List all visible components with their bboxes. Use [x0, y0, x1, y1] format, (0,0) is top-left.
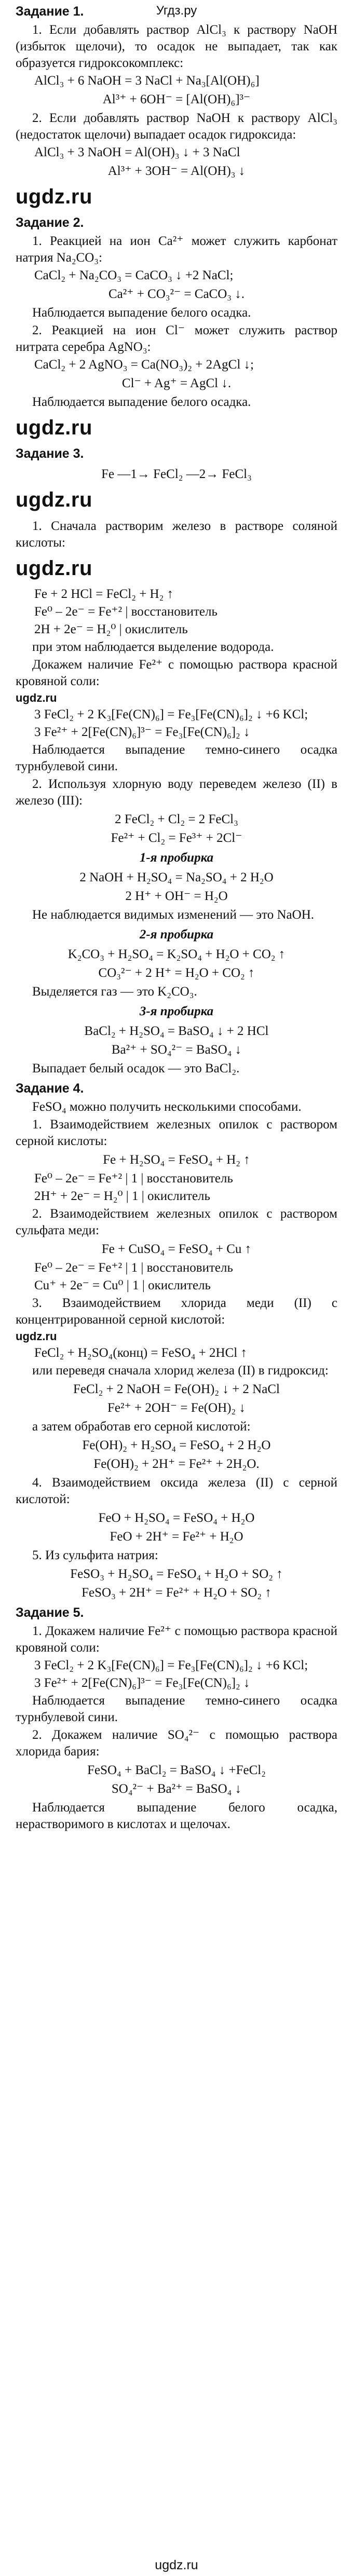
- watermark: ugdz.ru: [16, 488, 92, 512]
- document-body: [16, 0, 337, 1834]
- task-4-redox-line-3: Fe⁰ – 2e⁻ = Fe⁺² | 1 | восстановитель: [34, 1260, 233, 1275]
- task-1-equation-2: Al³⁺ + 6OH⁻ = [Al(OH)₆]³⁻: [102, 92, 251, 106]
- task-3-equation-10: BaCl₂ + H₂SO₄ = BaSO₄ ↓ + 2 HCl: [84, 1024, 269, 1038]
- task-3-observation-2: Не наблюдается видимых изменений — это NaOH.: [32, 907, 315, 922]
- task-2-paragraph-2: 2. Реакцией на ион Cl⁻ может служить раствор нитрата серебра AgNO₃:: [16, 323, 337, 355]
- task-3-equation-2: 3 FeCl₂ + 2 K₃[Fe(CN)₆] = Fe₃[Fe(CN)₆]₂ ↓ +6 KCl;: [34, 707, 308, 721]
- task-3-equation-9: CO₃²⁻ + 2 H⁺ = H₂O + CO₂ ↑: [98, 965, 255, 980]
- task-1-equation-4: Al³⁺ + 3OH⁻ = Al(OH)₃ ↓: [107, 164, 246, 178]
- task-4-equation-8: FeO + H₂SO₄ = FeSO₄ + H₂O: [98, 1511, 255, 1525]
- task-5-observation-1: Наблюдается выпадение темно-синего осадка турнбулевой сини.: [16, 1694, 337, 1725]
- task-3-paragraph-1: 1. Сначала растворим железо в растворе соляной кислоты:: [16, 519, 337, 550]
- task-4-equation-2: Fe + CuSO₄ = FeSO₄ + Cu ↑: [101, 1242, 252, 1256]
- task-3-redox-line-1: Fe⁰ – 2e⁻ = Fe⁺² | восстановитель: [34, 604, 218, 619]
- task-3-equation-7: 2 H⁺ + OH⁻ = H₂O: [125, 889, 228, 903]
- task-4-paragraph-8: 5. Из сульфита натрия:: [32, 1548, 158, 1563]
- task-3-redox-line-2: 2H + 2e⁻ = H₂⁰ | окислитель: [34, 622, 188, 636]
- task-4-paragraph-3: 2. Взаимодействием железных опилок с раствором сульфата меди:: [16, 1206, 337, 1237]
- task-4-paragraph-6: а затем обработав его серной кислотой:: [32, 1420, 251, 1434]
- task-4-equation-10: FeSO₃ + H₂SO₄ = FeSO₄ + H₂O + SO₂ ↑: [70, 1567, 283, 1582]
- task-2-paragraph-1: 1. Реакцией на ион Ca²⁺ может служить карбонат натрия Na₂CO₃:: [16, 234, 337, 265]
- task-5-title: Задание 5.: [16, 1605, 84, 1620]
- task-4-equation-11: FeSO₃ + 2H⁺ = Fe²⁺ + H₂O + SO₂ ↑: [82, 1586, 271, 1600]
- task-4-equation-6: Fe(OH)₂ + H₂SO₄ = FeSO₄ + 2 H₂O: [82, 1438, 271, 1453]
- task-5-observation-2: Наблюдается выпадение белого осадка, нерастворимого в кислотах и щелочах.: [16, 1801, 337, 1832]
- watermark: ugdz.ru: [16, 1329, 57, 1343]
- task-3-equation-5: Fe²⁺ + Cl₂ = Fe³⁺ + 2Cl⁻: [111, 830, 242, 845]
- task-4-redox-line-4: Cu⁺ + 2e⁻ = Cu⁰ | 1 | окислитель: [34, 1278, 211, 1292]
- task-4-paragraph-1: FeSO₄ можно получить несколькими способами.: [32, 1099, 302, 1114]
- task-4-redox-line-2: 2H⁺ + 2e⁻ = H₂⁰ | 1 | окислитель: [34, 1189, 210, 1203]
- task-3-equation-1: Fe + 2 HCl = FeCl₂ + H₂ ↑: [34, 587, 174, 601]
- task-4-equation-7: Fe(OH)₂ + 2H⁺ = Fe²⁺ + 2H₂O.: [93, 1457, 260, 1471]
- task-4-equation-3: FeCl₂ + H₂SO₄(конц) = FeSO₄ + 2HCl ↑: [34, 1346, 247, 1360]
- task-4-equation-9: FeO + 2H⁺ = Fe²⁺ + H₂O: [110, 1530, 243, 1544]
- task-5-paragraph-1: 1. Докажем наличие Fe²⁺ с помощью раствора красной кровяной соли:: [16, 1624, 337, 1655]
- task-5-equation-2: 3 Fe²⁺ + 2[Fe(CN)₆]³⁻ = Fe₃[Fe(CN)₆]₂ ↓: [34, 1676, 250, 1691]
- task-2-observation-1: Наблюдается выпадение белого осадка.: [32, 306, 251, 320]
- task-3-reaction-chain: Fe —1→ FeCl₂ —2→ FeCl₃: [101, 467, 252, 482]
- watermark: ugdz.ru: [16, 416, 92, 440]
- task-2-equation-3: CaCl₂ + 2 AgNO₃ = Ca(NO₃)₂ + 2AgCl ↓;: [34, 358, 254, 372]
- task-3-equation-11: Ba²⁺ + SO₄²⁻ = BaSO₄ ↓: [111, 1042, 242, 1057]
- task-2-equation-1: CaCl₂ + Na₂CO₃ = CaCO₃ ↓ +2 NaCl;: [34, 268, 234, 283]
- task-4-paragraph-7: 4. Взаимодействием оксида железа (II) с серной кислотой:: [16, 1476, 337, 1507]
- task-4-equation-4: FeCl₂ + 2 NaOH = Fe(OH)₂ ↓ + 2 NaCl: [73, 1382, 280, 1397]
- task-2-title: Задание 2.: [16, 215, 84, 230]
- task-2-equation-4: Cl⁻ + Ag⁺ = AgCl ↓.: [121, 376, 232, 391]
- task-2-equation-2: Ca²⁺ + CO₃²⁻ = CaCO₃ ↓.: [108, 287, 245, 302]
- task-5-equation-3: FeSO₄ + BaCl₂ = BaSO₄ ↓ +FeCl₂: [87, 1763, 266, 1778]
- watermark: ugdz.ru: [16, 556, 92, 580]
- task-4-redox-line-1: Fe⁰ – 2e⁻ = Fe⁺² | 1 | восстановитель: [34, 1171, 233, 1185]
- watermark: ugdz.ru: [16, 691, 57, 704]
- test-tube-2-label: 2-я пробирка: [139, 927, 214, 942]
- task-3-equation-8: K₂CO₃ + H₂SO₄ = K₂SO₄ + H₂O + CO₂ ↑: [67, 947, 286, 961]
- task-3-title: Задание 3.: [16, 446, 84, 461]
- task-1-paragraph-2: 2. Если добавлять раствор NaOH к раствору AlCl₃ (недостаток щелочи) выпадает осадок гидроксида:: [16, 111, 337, 142]
- task-3-observation-1: Наблюдается выпадение темно-синего осадка турнбулевой сини.: [16, 742, 337, 773]
- test-tube-1-label: 1-я пробирка: [139, 850, 214, 865]
- task-4-paragraph-4: 3. Взаимодействием хлорида меди (II) с концентрированной серной кислотой:: [16, 1296, 337, 1327]
- task-3-paragraph-3: Докажем наличие Fe²⁺ с помощью раствора красной кровяной соли:: [16, 657, 337, 688]
- task-4-equation-5: Fe²⁺ + 2OH⁻ = Fe(OH)₂ ↓: [107, 1401, 246, 1415]
- task-2-observation-2: Наблюдается выпадение белого осадка.: [32, 395, 251, 410]
- task-1-title: Задание 1.: [16, 4, 84, 19]
- task-3-paragraph-2: при этом наблюдается выделение водорода.: [32, 639, 274, 654]
- task-1-equation-3: AlCl₃ + 3 NaOH = Al(OH)₃ ↓ + 3 NaCl: [34, 145, 240, 159]
- task-5-paragraph-2: 2. Докажем наличие SO₄²⁻ с помощью раствора хлорида бария:: [16, 1728, 337, 1759]
- task-3-equation-3: 3 Fe²⁺ + 2[Fe(CN)₆]³⁻ = Fe₃[Fe(CN)₆]₂ ↓: [34, 725, 250, 739]
- test-tube-3-label: 3-я пробирка: [139, 1004, 214, 1018]
- task-5-equation-4: SO₄²⁻ + Ba²⁺ = BaSO₄ ↓: [111, 1782, 242, 1796]
- task-3-observation-3: Выделяется газ — это K₂CO₃.: [32, 984, 197, 999]
- task-4-equation-1: Fe + H₂SO₄ = FeSO₄ + H₂ ↑: [103, 1152, 250, 1167]
- task-3-equation-4: 2 FeCl₂ + Cl₂ = 2 FeCl₃: [115, 812, 238, 826]
- task-5-equation-1: 3 FeCl₂ + 2 K₃[Fe(CN)₆] = Fe₃[Fe(CN)₆]₂ ↓ +6 KCl;: [34, 1658, 308, 1673]
- task-3-observation-4: Выпадает белый осадок — это BaCl₂.: [32, 1061, 240, 1075]
- site-header: Угдз.ру: [156, 4, 197, 18]
- task-3-equation-6: 2 NaOH + H₂SO₄ = Na₂SO₄ + 2 H₂O: [79, 870, 274, 884]
- task-4-paragraph-2: 1. Взаимодействием железных опилок с раствором серной кислоты:: [16, 1117, 337, 1148]
- task-3-paragraph-4: 2. Используя хлорную воду переведем железо (II) в железо (III):: [16, 776, 337, 808]
- task-1-equation-1: AlCl₃ + 6 NaOH = 3 NaCl + Na₃[Al(OH)₆]: [34, 74, 260, 88]
- task-1-paragraph-1: 1. Если добавлять раствор AlCl₃ к раствору NaOH (избыток щелочи), то осадок не выпадает, так как образуется гидроксокомплекс:: [16, 23, 337, 70]
- site-footer: ugdz.ru: [155, 2558, 198, 2572]
- task-4-title: Задание 4.: [16, 1081, 84, 1096]
- watermark: ugdz.ru: [16, 185, 92, 208]
- task-4-paragraph-5: или переведя сначала хлорид железа (II) в гидроксид:: [32, 1364, 329, 1378]
